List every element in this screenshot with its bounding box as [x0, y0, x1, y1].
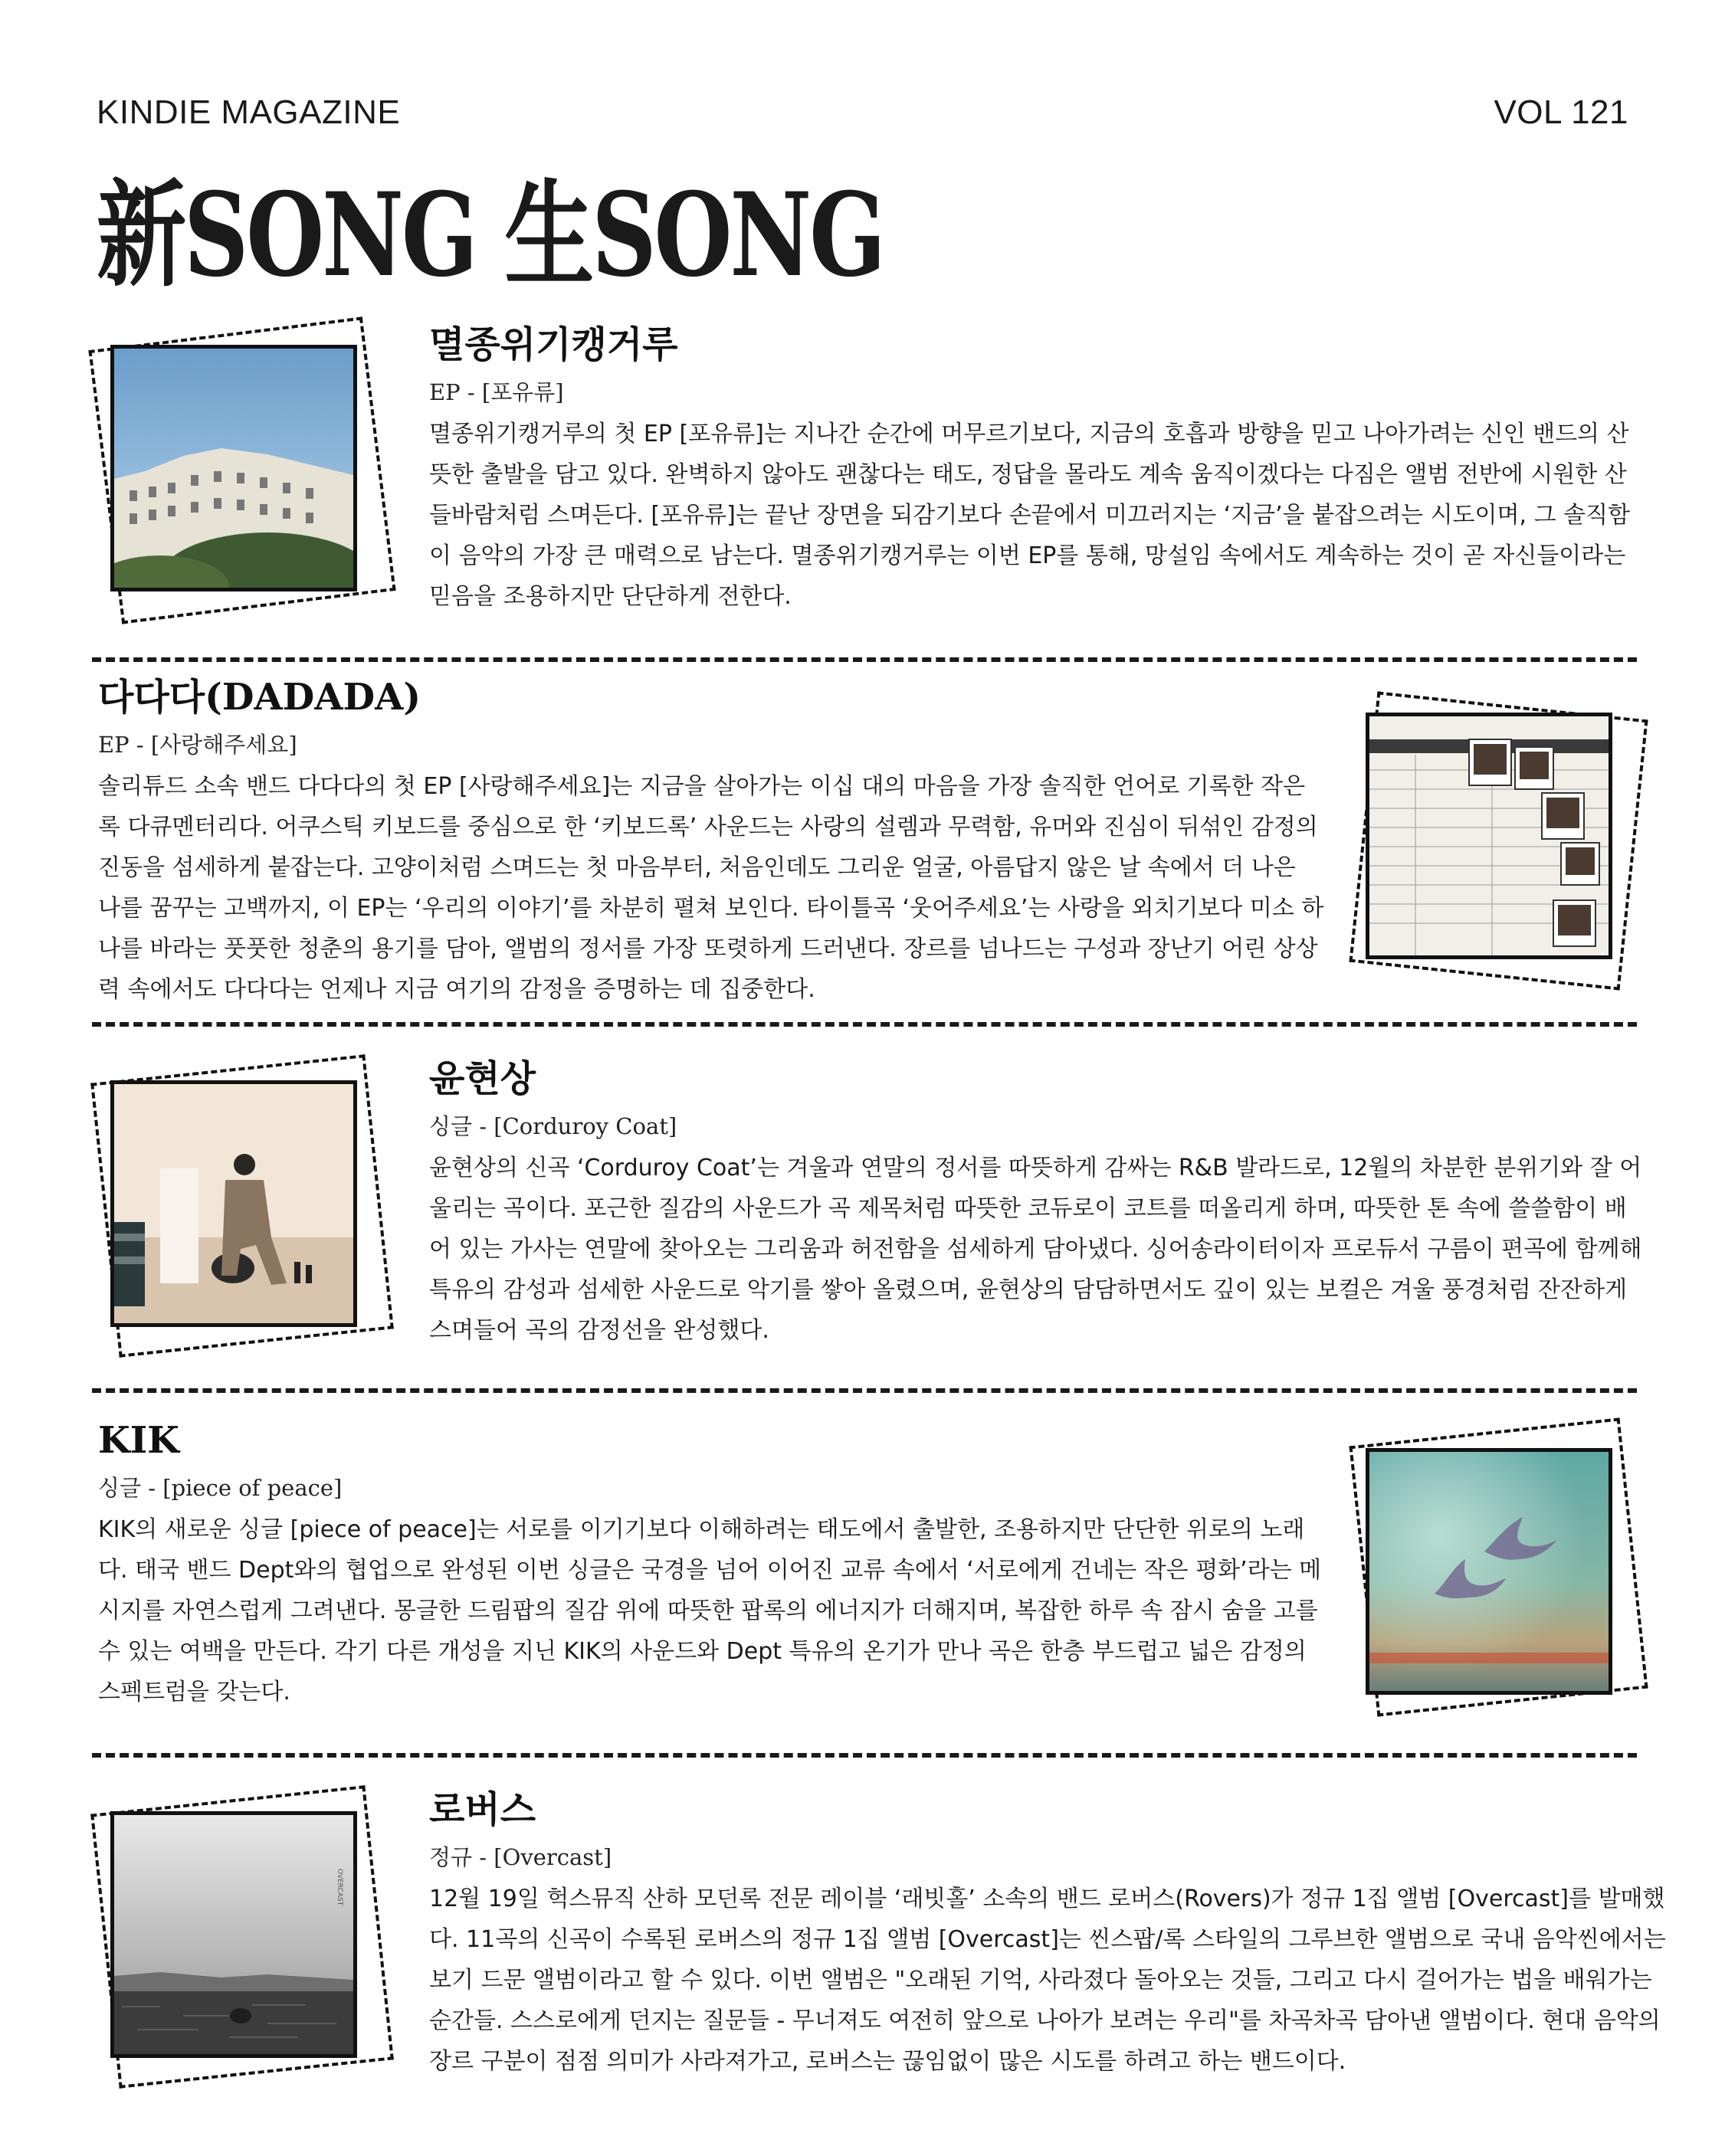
release-type: 정규 - [Overcast]	[429, 1844, 612, 1870]
entry-5	[429, 1787, 1671, 2082]
artist-name: 로버스	[429, 1788, 536, 1831]
album-cover-frame	[1355, 1425, 1646, 1716]
artist-name: 다다다(DADADA)	[98, 676, 421, 719]
album-cover-image	[110, 1080, 357, 1327]
album-cover-frame	[98, 1794, 389, 2086]
artist-description: 솔리튜드 소속 밴드 다다다의 첫 EP [사랑해주세요]는 지금을 살아가는 이십 대의 마음을 가장 솔직한 언어로 기록한 작은 록 다큐멘터리다. 어쿠스틱 키보드를 중심으로 한 ‘키보드록’ 사운드는 사랑의 설렘과 무력함, 유머와 진심이 뒤섞인 감정의 진동을 섬세하게 붙잡는다. 고양이처럼 스며드는 첫 마음부터, 처음인데도 그리운 얼굴, 아름답지 않은 날 속에서 더 나은 나를 꿈꾸는 고백까지, 이 EP는 ‘우리의 이야기’를 차분히 펼쳐 보인다. 타이틀곡 ‘웃어주세요’는 사랑을 외치기보다 미소 하나를 바라는 풋풋한 청춘의 용기를 담아, 앨범의 정서를 가장 또렷하게 드러낸다. 장르를 넘나드는 구성과 장난기 어린 상상력 속에서도 다다다는 언제나 지금 여기의 감정을 증명하는 데 집중한다.	[98, 773, 1324, 1003]
release-type: 싱글 - [piece of peace]	[98, 1475, 343, 1501]
album-cover-frame	[98, 1063, 389, 1355]
svg-text:OVERCAST: OVERCAST	[336, 1869, 343, 1906]
album-cover-image	[1366, 713, 1612, 959]
album-cover-image	[110, 1811, 357, 2058]
album-cover-image	[110, 345, 357, 591]
volume-number: VOL 121	[1494, 93, 1628, 131]
entry-3	[429, 1056, 1648, 1351]
page-title: 新SONG 生SONG	[97, 168, 884, 303]
release-type: 싱글 - [Corduroy Coat]	[429, 1113, 677, 1139]
artist-description: 윤현상의 신곡 ‘Corduroy Coat’는 겨울과 연말의 정서를 따뜻하게 감싸는 R&B 발라드로, 12월의 차분한 분위기와 잘 어울리는 곡이다. 포근한 질감의 사운드가 곡 제목처럼 따뜻한 코듀로이 코트를 떠올리게 하며, 따뜻한 톤 속에 쓸쓸함이 배어 있는 가사는 연말에 찾아오는 그리움과 허전함을 섬세하게 담아냈다. 싱어송라이터이자 프로듀서 구름이 편곡에 함께해 특유의 감성과 섬세한 사운드로 악기를 쌓아 올렸으며, 윤현상의 담담하면서도 깊이 있는 보컬은 겨울 풍경처럼 잔잔하게 스며들어 곡의 감정선을 완성했다.	[429, 1155, 1642, 1344]
section-divider	[92, 657, 1637, 662]
release-type: EP - [사랑해주세요]	[98, 732, 297, 758]
artist-name: KIK	[98, 1419, 179, 1462]
entry-1	[429, 322, 1648, 617]
release-type: EP - [포유류]	[429, 379, 564, 405]
artist-description: KIK의 새로운 싱글 [piece of peace]는 서로를 이기기보다 이해하려는 태도에서 출발한, 조용하지만 단단한 위로의 노래다. 태국 밴드 Dept와의 협업으로 완성된 이번 싱글은 국경을 넘어 이어진 교류 속에서 ‘서로에게 건네는 작은 평화’라는 메시지를 자연스럽게 그려낸다. 몽글한 드림팝의 질감 위에 따뜻한 팝록의 에너지가 더해지며, 복잡한 하루 속 잠시 숨을 고를 수 있는 여백을 만든다. 각기 다른 개성을 지닌 KIK의 사운드와 Dept 특유의 온기가 만나 곡은 한층 부드럽고 넓은 감정의 스펙트럼을 갖는다.	[98, 1516, 1322, 1705]
section-divider	[92, 1022, 1637, 1027]
album-cover-image	[1366, 1448, 1612, 1695]
entry-2	[98, 674, 1324, 1010]
album-cover-frame	[1355, 699, 1646, 990]
artist-name: 멸종위기캥거루	[429, 323, 678, 366]
section-divider	[92, 1388, 1637, 1393]
artist-description: 12월 19일 헉스뮤직 산하 모던록 전문 레이블 ‘래빗홀’ 소속의 밴드 로버스(Rovers)가 정규 1집 앨범 [Overcast]를 발매했다. 11곡의 신곡이 수록된 로버스의 정규 1집 앨범 [Overcast]는 씬스팝/록 스타일의 그루브한 앨범으로 국내 음악씬에서는 보기 드문 앨범이라고 할 수 있다. 이번 앨범은 "오래된 기억, 사라졌다 돌아오는 것들, 그리고 다시 걸어가는 법을 배워가는 순간들. 스스로에게 던지는 질문들 - 무너져도 여전히 앞으로 나아가 보려는 우리"를 차곡차곡 담아낸 앨범이다. 현대 음악의 장르 구분이 점점 의미가 사라져가고, 로버스는 끊임없이 많은 시도를 하려고 하는 밴드이다.	[429, 1886, 1666, 2075]
magazine-name: KINDIE MAGAZINE	[97, 93, 401, 131]
album-cover-frame	[98, 328, 389, 619]
artist-name: 윤현상	[429, 1057, 536, 1100]
entry-4	[98, 1417, 1324, 1712]
artist-description: 멸종위기캥거루의 첫 EP [포유류]는 지나간 순간에 머무르기보다, 지금의 호흡과 방향을 믿고 나아가려는 신인 밴드의 산뜻한 출발을 담고 있다. 완벽하지 않아도 괜찮다는 태도, 정답을 몰라도 계속 움직이겠다는 다짐은 앨범 전반에 시원한 산들바람처럼 스며든다. [포유류]는 끝난 장면을 되감기보다 손끝에서 미끄러지는 ‘지금’을 붙잡으려는 시도이며, 그 솔직함이 음악의 가장 큰 매력으로 남는다. 멸종위기캥거루는 이번 EP를 통해, 망설임 속에서도 계속하는 것이 곧 자신들이라는 믿음을 조용하지만 단단하게 전한다.	[429, 421, 1631, 610]
section-divider	[92, 1753, 1637, 1758]
